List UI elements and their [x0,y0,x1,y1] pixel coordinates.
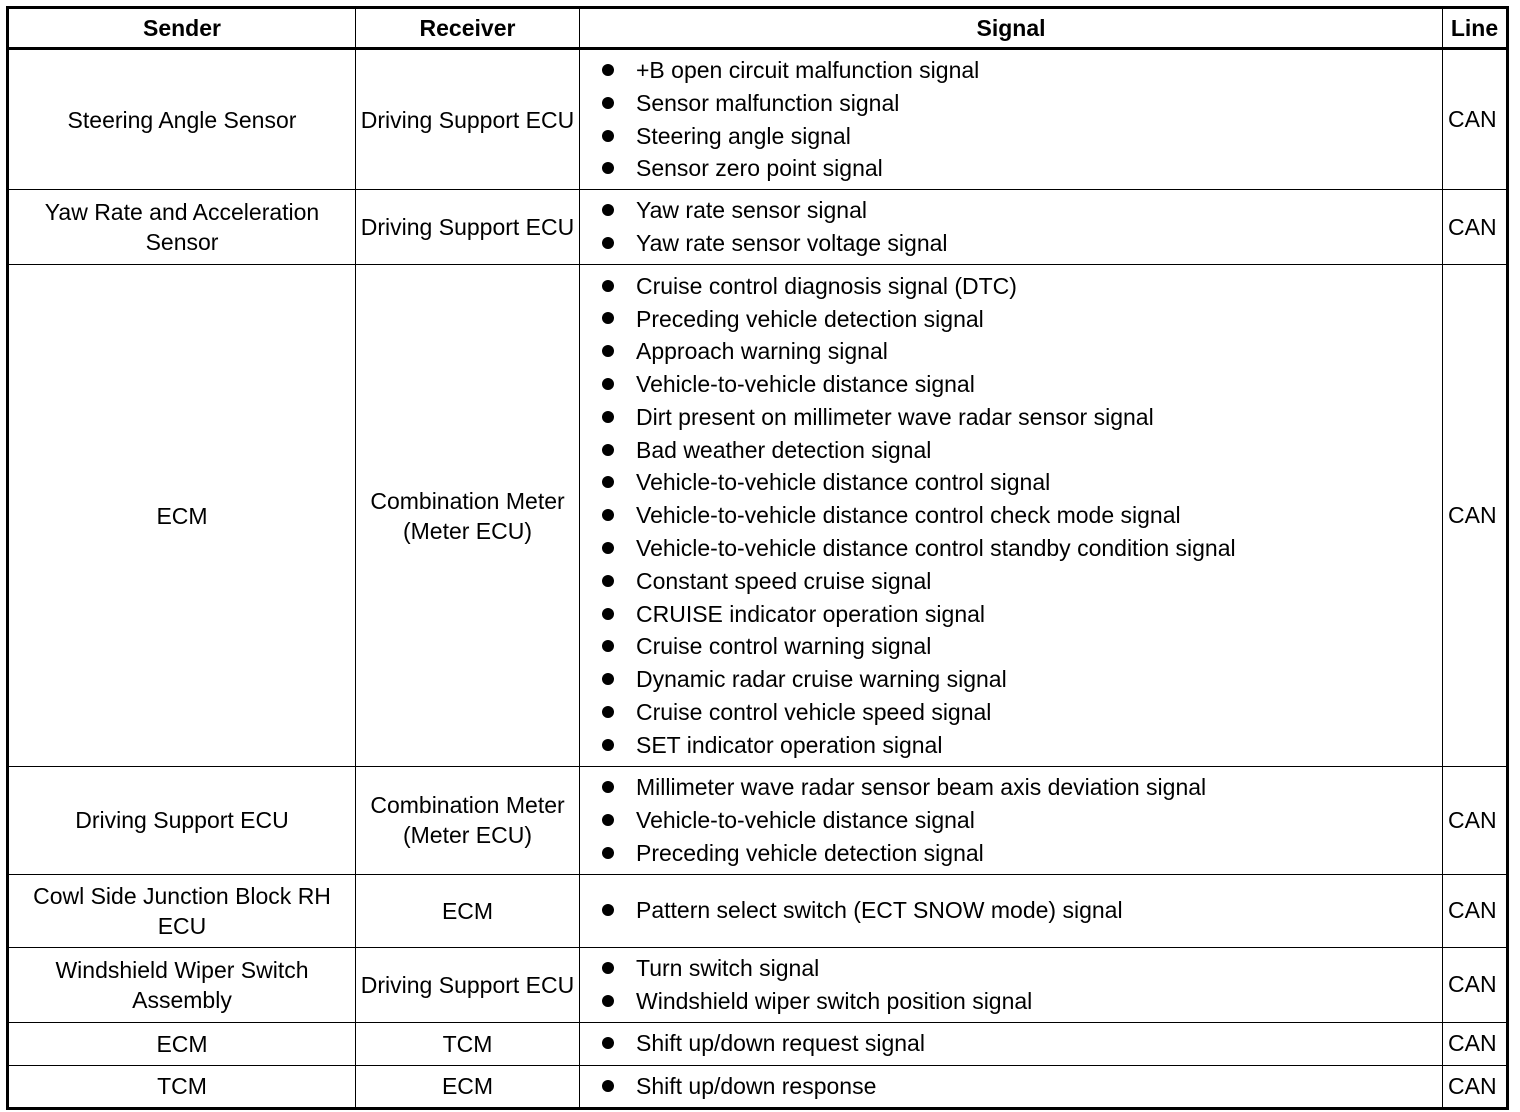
signal-item [602,152,1442,185]
signal-text: Steering angle signal [636,122,851,149]
line-cell: CAN [1443,265,1508,767]
bullet-icon [602,706,614,718]
signal-text: Cruise control warning signal [636,633,932,660]
signal-item [602,663,1442,696]
receiver-cell: Combination Meter (Meter ECU) [356,265,580,767]
signal-item [602,952,1442,985]
signal-cell [580,49,1443,190]
signal-text: CRUISE indicator operation signal [636,600,986,627]
table-row [8,1065,1508,1108]
signal-cell [580,874,1443,947]
signal-item [602,499,1442,532]
sender-cell: TCM [8,1065,356,1108]
line-cell: CAN [1443,49,1508,190]
signal-item [602,87,1442,120]
bullet-icon [602,476,614,488]
signal-item [602,401,1442,434]
signal-item [602,630,1442,663]
bullet-icon [602,64,614,76]
signal-text: Yaw rate sensor voltage signal [636,230,948,257]
signal-item [602,729,1442,762]
bullet-icon [602,162,614,174]
signal-cell [580,947,1443,1022]
signal-item [602,894,1442,927]
signal-item [602,598,1442,631]
bullet-icon [602,237,614,249]
table-row [8,265,1508,767]
signal-list [602,894,1442,927]
signal-item [602,565,1442,598]
line-cell: CAN [1443,190,1508,265]
signal-text: +B open circuit malfunction signal [636,57,980,83]
receiver-cell: Driving Support ECU [356,190,580,265]
bullet-icon [602,280,614,292]
line-cell: CAN [1443,947,1508,1022]
header-sender: Sender [8,8,356,49]
bullet-icon [602,312,614,324]
signal-list [602,952,1442,1018]
line-cell: CAN [1443,1022,1508,1065]
signal-item [602,194,1442,227]
signal-list [602,771,1442,869]
bullet-icon [602,995,614,1007]
bullet-icon [602,640,614,652]
sender-cell: ECM [8,265,356,767]
signal-cell [580,190,1443,265]
header-signal: Signal [580,8,1443,49]
signal-text: Dynamic radar cruise warning signal [636,666,1007,693]
table-row [8,49,1508,190]
signal-list [602,54,1442,185]
signal-text: Constant speed cruise signal [636,567,932,594]
header-row [8,8,1508,49]
signal-text: Cruise control vehicle speed signal [636,699,992,726]
bullet-icon [602,673,614,685]
receiver-cell: ECM [356,874,580,947]
header-line: Line [1443,8,1508,49]
signal-item [602,227,1442,260]
bullet-icon [602,378,614,390]
signal-text: Millimeter wave radar sensor beam axis deviation signal [636,774,1207,801]
table-body [8,49,1508,1109]
bullet-icon [602,814,614,826]
receiver-cell: TCM [356,1022,580,1065]
header-receiver: Receiver [356,8,580,49]
sender-cell: Cowl Side Junction Block RH ECU [8,874,356,947]
table-row [8,767,1508,874]
signal-text: Yaw rate sensor signal [636,197,867,224]
bullet-icon [602,1080,614,1092]
signal-text: Cruise control diagnosis signal (DTC) [636,272,1017,299]
signal-text: SET indicator operation signal [636,731,943,758]
signal-text: Shift up/down response [636,1072,877,1099]
signal-item [602,1070,1442,1103]
bullet-icon [602,204,614,216]
signal-text: Bad weather detection signal [636,436,932,463]
signal-list [602,270,1442,762]
bullet-icon [602,739,614,751]
bullet-icon [602,608,614,620]
bullet-icon [602,962,614,974]
signal-text: Vehicle-to-vehicle distance control standby condition signal [636,535,1236,562]
signal-text: Vehicle-to-vehicle distance control check mode signal [636,502,1181,529]
bullet-icon [602,444,614,456]
signal-text: Dirt present on millimeter wave radar sensor signal [636,403,1154,430]
signal-text: Windshield wiper switch position signal [636,987,1033,1014]
signal-item [602,120,1442,153]
receiver-cell: Driving Support ECU [356,947,580,1022]
table-row [8,947,1508,1022]
signal-list [602,1070,1442,1103]
signal-cell [580,265,1443,767]
signal-text: Vehicle-to-vehicle distance control signal [636,469,1051,496]
bullet-icon [602,411,614,423]
signal-list [602,1027,1442,1060]
receiver-cell: ECM [356,1065,580,1108]
signal-item [602,771,1442,804]
receiver-cell: Driving Support ECU [356,49,580,190]
bullet-icon [602,904,614,916]
sender-cell: ECM [8,1022,356,1065]
bullet-icon [602,847,614,859]
bullet-icon [602,542,614,554]
signal-text: Vehicle-to-vehicle distance signal [636,371,975,398]
signal-text: Preceding vehicle detection signal [636,839,984,866]
can-communication-table [6,6,1509,1110]
signal-item [602,804,1442,837]
bullet-icon [602,1037,614,1049]
bullet-icon [602,130,614,142]
signal-cell [580,1065,1443,1108]
signal-text: Pattern select switch (ECT SNOW mode) signal [636,897,1123,924]
bullet-icon [602,509,614,521]
line-cell: CAN [1443,1065,1508,1108]
signal-item [602,54,1442,87]
bullet-icon [602,781,614,793]
signal-text: Vehicle-to-vehicle distance signal [636,806,975,833]
sender-cell: Windshield Wiper Switch Assembly [8,947,356,1022]
signal-item [602,696,1442,729]
signal-text: Approach warning signal [636,338,888,365]
signal-text: Shift up/down request signal [636,1030,925,1057]
signal-item [602,270,1442,303]
table-row [8,1022,1508,1065]
signal-item [602,1027,1442,1060]
signal-text: Preceding vehicle detection signal [636,305,984,332]
table-row [8,190,1508,265]
line-cell: CAN [1443,767,1508,874]
sender-cell: Driving Support ECU [8,767,356,874]
signal-item [602,303,1442,336]
line-cell: CAN [1443,874,1508,947]
signal-item [602,985,1442,1018]
bullet-icon [602,97,614,109]
receiver-cell: Combination Meter (Meter ECU) [356,767,580,874]
sender-cell: Steering Angle Sensor [8,49,356,190]
table-row [8,874,1508,947]
signal-item [602,466,1442,499]
signal-cell [580,767,1443,874]
signal-item [602,837,1442,870]
signal-list [602,194,1442,260]
signal-text: Sensor zero point signal [636,155,883,182]
bullet-icon [602,345,614,357]
sender-cell: Yaw Rate and Acceleration Sensor [8,190,356,265]
signal-item [602,434,1442,467]
bullet-icon [602,575,614,587]
signal-text: Turn switch signal [636,954,820,981]
signal-item [602,368,1442,401]
signal-item [602,532,1442,565]
signal-text: Sensor malfunction signal [636,89,900,116]
signal-item [602,335,1442,368]
signal-cell [580,1022,1443,1065]
